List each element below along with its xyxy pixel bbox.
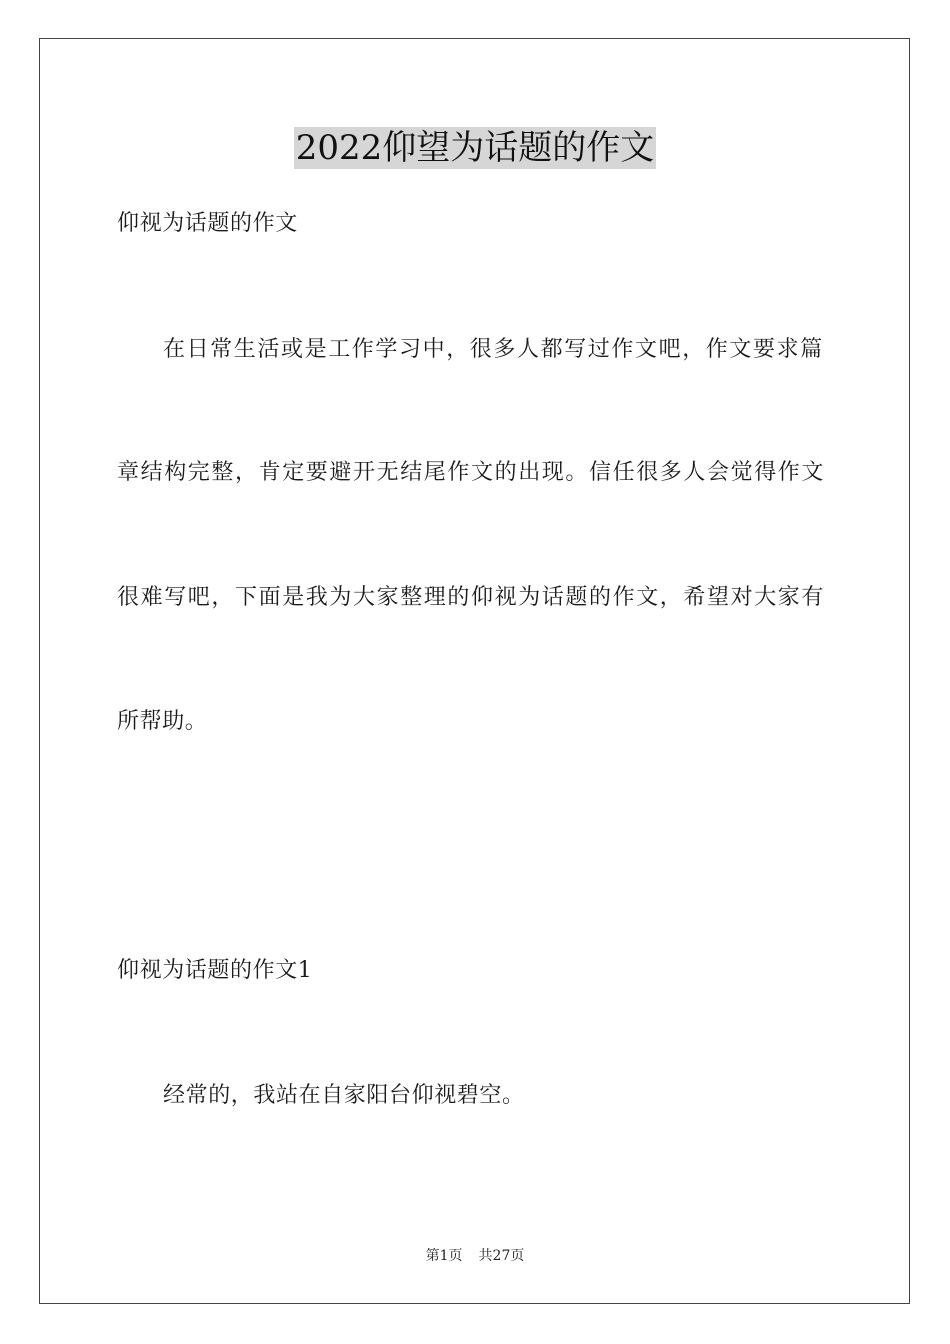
paragraph-line: 在日常生活或是工作学习中，很多人都写过作文吧，作文要求篇 [163,337,824,362]
section-paragraph-line: 经常的，我站在自家阳台仰视碧空。 [163,1083,525,1108]
document-title: 2022仰望为话题的作文 [295,128,655,168]
paragraph-line: 很难写吧，下面是我为大家整理的仰视为话题的作文，希望对大家有 [117,585,826,610]
document-subtitle: 仰视为话题的作文 [117,211,298,236]
title-container [0,127,950,169]
paragraph-line: 章结构完整，肯定要避开无结尾作文的出现。信任很多人会觉得作文 [117,460,826,485]
page-number: 第1页 [425,1248,463,1264]
paragraph-line: 所帮助。 [117,709,208,734]
page-total: 共27页 [478,1248,525,1264]
section-heading: 仰视为话题的作文1 [117,958,313,983]
page-footer [0,1246,950,1266]
